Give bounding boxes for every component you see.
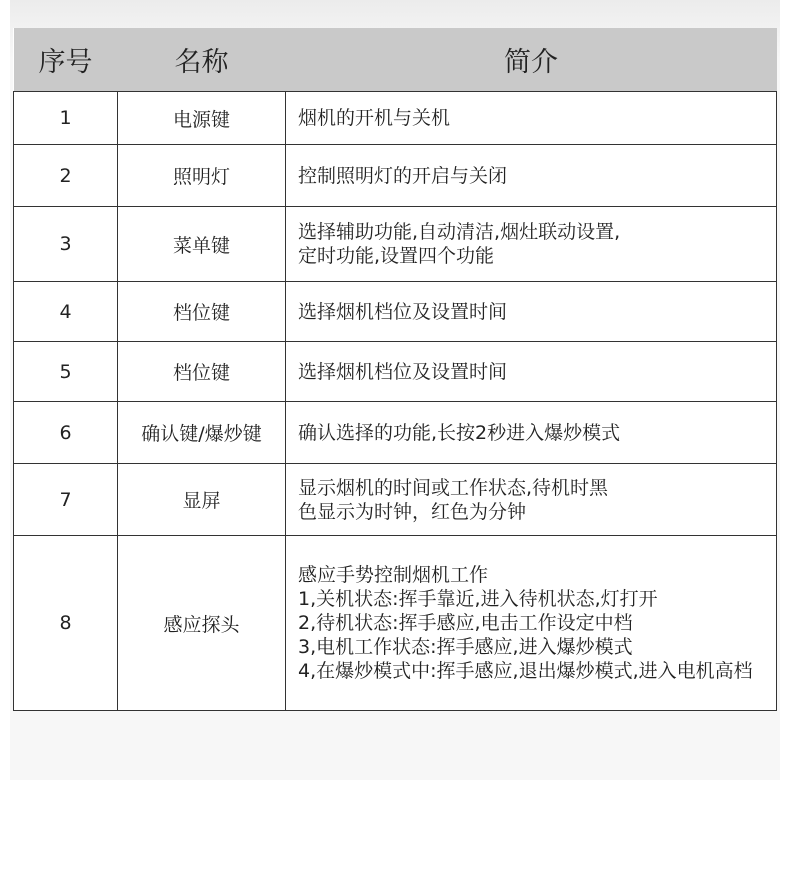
row-name: 照明灯: [118, 145, 286, 207]
table-header-row: [14, 28, 777, 92]
table-row: [14, 464, 777, 536]
table-row: [14, 207, 777, 282]
row-index: 5: [14, 342, 118, 402]
row-name: 档位键: [118, 342, 286, 402]
row-index: 4: [14, 282, 118, 342]
function-spec-table: [13, 28, 777, 711]
row-index: 7: [14, 464, 118, 536]
description-line: 选择烟机档位及设置时间: [298, 300, 508, 323]
description-line: 色显示为时钟，红色为分钟: [298, 500, 527, 523]
row-description: [286, 342, 777, 402]
row-name: 菜单键: [118, 207, 286, 282]
row-description: [286, 402, 777, 464]
table-row: [14, 92, 777, 145]
description-line: 确认选择的功能,长按2秒进入爆炒模式: [298, 421, 621, 444]
row-description: [286, 207, 777, 282]
description-line: 选择烟机档位及设置时间: [298, 360, 508, 383]
table-row: [14, 342, 777, 402]
row-index: 6: [14, 402, 118, 464]
row-index: 3: [14, 207, 118, 282]
description-line: 感应手势控制烟机工作: [298, 564, 489, 586]
description-line: 烟机的开机与关机: [298, 107, 451, 129]
table-row: [14, 145, 777, 207]
row-index: 2: [14, 145, 118, 207]
description-line: 2,待机状态:挥手感应,电击工作设定中档: [298, 612, 633, 634]
header-name: 名称: [118, 28, 286, 92]
header-description: 简介: [286, 28, 777, 92]
row-name: 显屏: [118, 464, 286, 536]
row-index: 1: [14, 92, 118, 145]
row-name: 确认键/爆炒键: [118, 402, 286, 464]
bottom-whitespace: [0, 780, 790, 878]
row-description: [286, 282, 777, 342]
row-name: 档位键: [118, 282, 286, 342]
table-row: [14, 402, 777, 464]
description-line: 显示烟机的时间或工作状态,待机时黑: [298, 476, 609, 499]
row-description: [286, 464, 777, 536]
row-description: [286, 92, 777, 145]
row-description: [286, 145, 777, 207]
description-line: 1,关机状态:挥手靠近,进入待机状态,灯打开: [298, 588, 658, 610]
table-row: [14, 282, 777, 342]
description-line: 选择辅助功能,自动清洁,烟灶联动设置,: [298, 221, 621, 243]
row-description: [286, 536, 777, 711]
row-index: 8: [14, 536, 118, 711]
description-line: 3,电机工作状态:挥手感应,进入爆炒模式: [298, 636, 633, 658]
row-name: 感应探头: [118, 536, 286, 711]
table-row: [14, 536, 777, 711]
description-line: 4,在爆炒模式中:挥手感应,退出爆炒模式,进入电机高档: [298, 660, 753, 682]
description-line: 定时功能,设置四个功能: [298, 245, 495, 267]
header-index: 序号: [14, 28, 118, 92]
row-name: 电源键: [118, 92, 286, 145]
description-line: 控制照明灯的开启与关闭: [298, 164, 508, 187]
